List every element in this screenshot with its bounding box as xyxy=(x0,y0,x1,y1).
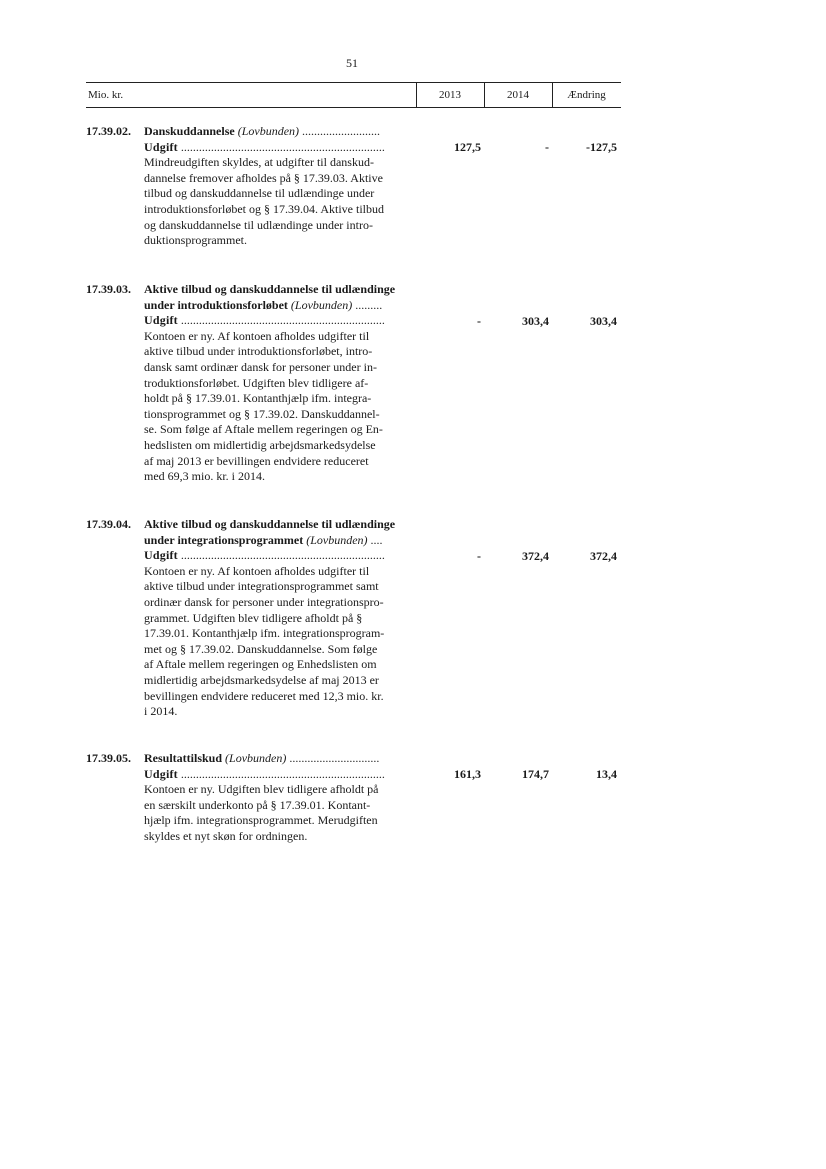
lovbunden-note: (Lovbunden) xyxy=(306,532,368,547)
unit-label: Mio. kr. xyxy=(88,89,124,101)
account-title: Aktive tilbud og danskuddannelse til udlændinge under introduktionsforløbet (Lovbunden) ......... xyxy=(144,282,396,312)
udgift-line: Udgift .................................................................... xyxy=(144,139,385,154)
value-2014: - xyxy=(545,140,549,154)
account-number: 17.39.03. xyxy=(86,282,131,296)
column-header-2014: 2014 xyxy=(507,89,529,101)
page-number: 51 xyxy=(346,56,358,70)
lovbunden-note: (Lovbunden) xyxy=(225,751,287,765)
value-2014: 372,4 xyxy=(522,549,549,563)
value-change: 13,4 xyxy=(596,767,617,781)
account-description: Mindreudgiften skyldes, at udgifter til danskud- dannelse fremover afholdes på § 17.39.03. Aktive tilbud og danskuddannelse til udlændinge under introduktionsforløbet og § 17.39.04. Aktive tilbud og danskuddannelse til udlændinge under intro- duktionsprogrammet. xyxy=(144,155,384,248)
account-title: Aktive tilbud og danskuddannelse til udlændinge under integrationsprogrammet (Lovbunden) .... xyxy=(144,517,396,547)
account-title: Danskuddannelse (Lovbunden) .......................... xyxy=(144,124,381,138)
udgift-line: Udgift .................................................................... xyxy=(144,766,385,781)
account-number: 17.39.04. xyxy=(86,517,131,531)
value-2014: 174,7 xyxy=(522,767,549,781)
account-description: Kontoen er ny. Udgiften blev tidligere afholdt på en særskilt underkonto på § 17.39.01. Kontant- hjælp ifm. integrationsprogrammet. Merudgiften skyldes et nyt skøn for ordningen. xyxy=(144,782,379,843)
value-2014: 303,4 xyxy=(522,314,549,328)
column-header-2013: 2013 xyxy=(439,89,461,101)
account-number: 17.39.02. xyxy=(86,124,131,138)
column-header-change: Ændring xyxy=(567,89,606,101)
account-title: Resultattilskud (Lovbunden) .............................. xyxy=(144,751,380,765)
lovbunden-note: (Lovbunden) xyxy=(237,124,300,138)
udgift-line: Udgift .................................................................... xyxy=(144,313,385,328)
account-description: Kontoen er ny. Af kontoen afholdes udgifter til aktive tilbud under introduktionsforløbet, intro- dansk samt ordinær dansk for personer under in- troduktionsforløbet. Udgiften blev tidligere af- holdt på § 17.39.01. Kontanthjælp ifm. integra- tionsprogrammet og § 17.39.02. Danskuddannel- se. Som følge af Aftale mellem regeringen og En- hedslisten om midlertidig arbejdsmarkedsydelse af maj 2013 er bevillingen endvidere reduceret med 69,3 mio. kr. i 2014. xyxy=(144,328,383,484)
value-2013: - xyxy=(477,549,481,563)
value-2013: 127,5 xyxy=(454,140,481,154)
value-change: -127,5 xyxy=(586,140,617,154)
lovbunden-note: (Lovbunden) xyxy=(290,297,353,312)
table-header xyxy=(86,82,621,108)
value-change: 372,4 xyxy=(590,549,617,563)
value-2013: - xyxy=(477,314,481,328)
value-change: 303,4 xyxy=(590,314,617,328)
account-description: Kontoen er ny. Af kontoen afholdes udgifter til aktive tilbud under integrationsprogrammet samt ordinær dansk for personer under integrationspro- grammet. Udgiften blev tidligere afholdt på § 17.39.01. Kontanthjælp ifm. integrationsprogram- met og § 17.39.02. Danskuddannelse. Som følge af Aftale mellem regeringen og Enhedslisten om midlertidig arbejdsmarkedsydelse af maj 2013 er bevillingen endvidere reduceret med 12,3 mio. kr. i 2014. xyxy=(144,563,385,719)
value-2013: 161,3 xyxy=(454,767,481,781)
account-number: 17.39.05. xyxy=(86,751,131,765)
udgift-line: Udgift .................................................................... xyxy=(144,548,385,563)
